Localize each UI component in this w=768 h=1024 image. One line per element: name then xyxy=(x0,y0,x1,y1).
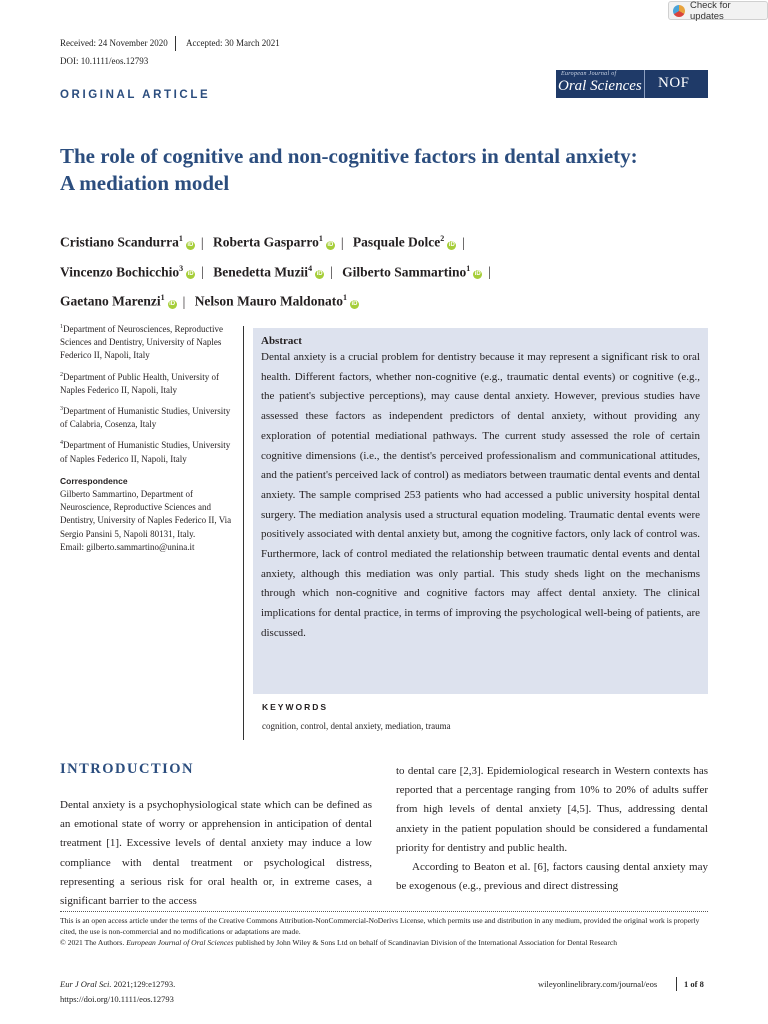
affiliation-item xyxy=(60,321,236,363)
author-name[interactable]: Cristiano Scandurra xyxy=(60,234,179,250)
orcid-icon[interactable]: iD xyxy=(474,271,481,277)
affiliation-item xyxy=(60,437,236,465)
copyright-suffix: published by John Wiley & Sons Ltd on behalf of Scandinavian Division of the International Association for Dental Research xyxy=(235,938,618,947)
doi[interactable]: DOI: 10.1111/eos.12793 xyxy=(60,56,149,66)
affiliation-item xyxy=(60,369,236,397)
author-name[interactable]: Vincenzo Bochicchio xyxy=(60,264,180,279)
orcid-icon[interactable]: iD xyxy=(351,300,358,307)
orcid-icon[interactable]: iD xyxy=(187,271,194,277)
citation xyxy=(60,979,175,989)
citation-details: 2021;129:e12793. xyxy=(113,979,176,989)
author-name[interactable]: Gilberto Sammartino xyxy=(342,264,467,279)
footer-divider xyxy=(676,977,677,991)
keywords-text: cognition, control, dental anxiety, mediation, trauma xyxy=(262,721,451,731)
affiliation-mark: 1 xyxy=(60,324,63,330)
orcid-icon[interactable]: iD xyxy=(327,241,334,248)
author-separator: | xyxy=(200,234,204,250)
author-affiliation-mark: 1 xyxy=(178,234,183,243)
author-separator: | xyxy=(340,234,344,250)
crossmark-icon xyxy=(673,5,685,17)
column-divider xyxy=(243,326,244,740)
keywords-heading: KEYWORDS xyxy=(262,702,329,712)
citation-journal: Eur J Oral Sci. xyxy=(60,979,112,989)
affiliation-text: Department of Humanistic Studies, University of Naples Federico II, Napoli, Italy xyxy=(60,440,231,464)
author-name[interactable]: Benedetta Muzii xyxy=(213,264,309,279)
nof-logo-text: NOF xyxy=(658,75,690,91)
header-divider xyxy=(175,36,176,51)
author-name[interactable]: Nelson Mauro Maldonato xyxy=(194,293,343,309)
introduction-heading: INTRODUCTION xyxy=(60,761,195,777)
affiliation-text: Department of Humanistic Studies, University of Calabria, Cosenza, Italy xyxy=(60,406,231,430)
orcid-icon[interactable]: iD xyxy=(316,271,323,277)
author-affiliation-mark: 1 xyxy=(342,293,347,302)
affiliations xyxy=(60,321,236,554)
journal-logo[interactable] xyxy=(556,70,708,98)
abstract-box xyxy=(253,328,708,694)
correspondence-text: Gilberto Sammartino, Department of Neuroscience, Reproductive Sciences and Dentistry, University of Naples Federico II, Via Sergio Pansini 5, Napoli 80131, Italy. xyxy=(60,489,232,539)
author-affiliation-mark: 4 xyxy=(308,263,313,273)
article-type: ORIGINAL ARTICLE xyxy=(60,89,211,101)
title-line-1: The role of cognitive and non-cognitive factors in dental anxiety: xyxy=(60,144,638,168)
journal-website[interactable]: wileyonlinelibrary.com/journal/eos xyxy=(538,979,658,989)
copyright-journal-name: European Journal of Oral Sciences xyxy=(126,938,234,947)
page-number: 1 of 8 xyxy=(684,979,704,989)
affiliation-mark: 4 xyxy=(60,440,63,447)
author-name[interactable]: Pasquale Dolce xyxy=(352,234,441,250)
affiliation-item xyxy=(60,403,236,431)
title-line-2: A mediation model xyxy=(60,171,230,195)
journal-logo-small-text: European Journal of xyxy=(561,71,617,77)
license-notice xyxy=(60,915,708,948)
author-separator: | xyxy=(462,234,465,250)
author-affiliation-mark: 1 xyxy=(466,263,471,273)
author-separator: | xyxy=(488,264,491,279)
doi-url[interactable]: https://doi.org/10.1111/eos.12793 xyxy=(60,994,174,1004)
author-affiliation-mark: 3 xyxy=(179,263,184,273)
received-date: Received: 24 November 2020 xyxy=(60,38,168,48)
author-list xyxy=(60,226,720,315)
author-separator: | xyxy=(330,264,333,279)
introduction-left-column: Dental anxiety is a psychophysiological state which can be defined as an emotional state of worry or apprehension in anticipation of dental treatment [1]. Excessive levels of dental anxiety may induce a low compliance with dental treatment or psychological distress, representing a serious risk for oral health or, in extreme cases, a significant barrier to the access xyxy=(60,799,372,908)
introduction-paragraph: to dental care [2,3]. Epidemiological research in Western contexts has reported that a percentage ranging from 10% to 20% of adults suffer from high levels of dental anxiety [4,5]. Thus, addressing dental anxiety in the patient population should be considered a fundamental priority for dentistry and public health. xyxy=(396,765,708,854)
author-name[interactable]: Gaetano Marenzi xyxy=(60,293,161,309)
journal-logo-title: Oral Sciences xyxy=(558,78,642,94)
license-text: This is an open access article under the terms of the Creative Commons Attribution-NonCommercial-NoDerivs License, which permits use and distribution in any medium, provided the original work is properly cited, the use is non-commercial and no modifications or adaptations are made. xyxy=(60,916,700,936)
author-separator: | xyxy=(182,293,186,309)
author-separator: | xyxy=(201,264,204,279)
check-for-updates-button[interactable] xyxy=(668,1,768,20)
introduction-right-column xyxy=(396,762,708,896)
footnote-divider xyxy=(60,911,708,912)
accepted-date: Accepted: 30 March 2021 xyxy=(186,38,280,48)
correspondence-heading: Correspondence xyxy=(60,475,128,486)
introduction-paragraph: According to Beaton et al. [6], factors causing dental anxiety may be exogenous (e.g., previous and direct distressing xyxy=(396,861,708,893)
author-affiliation-mark: 2 xyxy=(440,234,445,243)
author-affiliation-mark: 1 xyxy=(318,234,323,243)
check-updates-label: Check for updates xyxy=(690,0,731,22)
orcid-icon[interactable]: iD xyxy=(448,241,455,248)
orcid-icon[interactable]: iD xyxy=(187,241,194,248)
article-title xyxy=(60,143,720,197)
affiliation-text: Department of Neurosciences, Reproductive Sciences and Dentistry, University of Naples Federico II, Napoli, Italy xyxy=(60,324,223,361)
affiliation-mark: 2 xyxy=(60,371,63,378)
correspondence-email[interactable]: Email: gilberto.sammartino@unina.it xyxy=(60,541,195,552)
abstract-text: Dental anxiety is a crucial problem for dentistry because it may represent a significant risk to oral health. Different factors, whether non-cognitive (e.g., traumatic dental events) or cognitive (e.g., the patient's subjective perceptions), may cause dental anxiety. However, previous studies have assessed these factors as independent predictors of dental anxiety, without providing any exploration of potential mediational pathways. The current study assessed the role of certain cognitive dimensions (i.e., the dentist's perceived professionalism and communicational attitudes, and the patient's perceived lack of control) as mediators between traumatic dental events and dental anxiety. The sample comprised 253 patients who had accessed a public university hospital dental surgery. The mediation analysis used a structural equation modeling. Traumatic dental events were positively associated with dental anxiety but, among the cognitive factors, only lack of control was. Furthermore, lack of control mediated the relationship between traumatic dental events and dental anxiety, although this mediation was only partial. This study sheds light on the mechanisms through which non-cognitive and cognitive factors may affect dental anxiety. The clinical implications for dental practice, in terms of improving the psychological well-being of patients, are discussed. xyxy=(261,351,700,639)
abstract-heading: Abstract xyxy=(261,335,302,347)
affiliation-text: Department of Public Health, University of Naples Federico II, Napoli, Italy xyxy=(60,371,219,395)
author-name[interactable]: Roberta Gasparro xyxy=(212,234,319,250)
affiliation-mark: 3 xyxy=(60,406,63,413)
copyright-prefix: © 2021 The Authors. xyxy=(60,938,125,947)
orcid-icon[interactable]: iD xyxy=(169,300,176,307)
author-affiliation-mark: 1 xyxy=(160,293,165,302)
